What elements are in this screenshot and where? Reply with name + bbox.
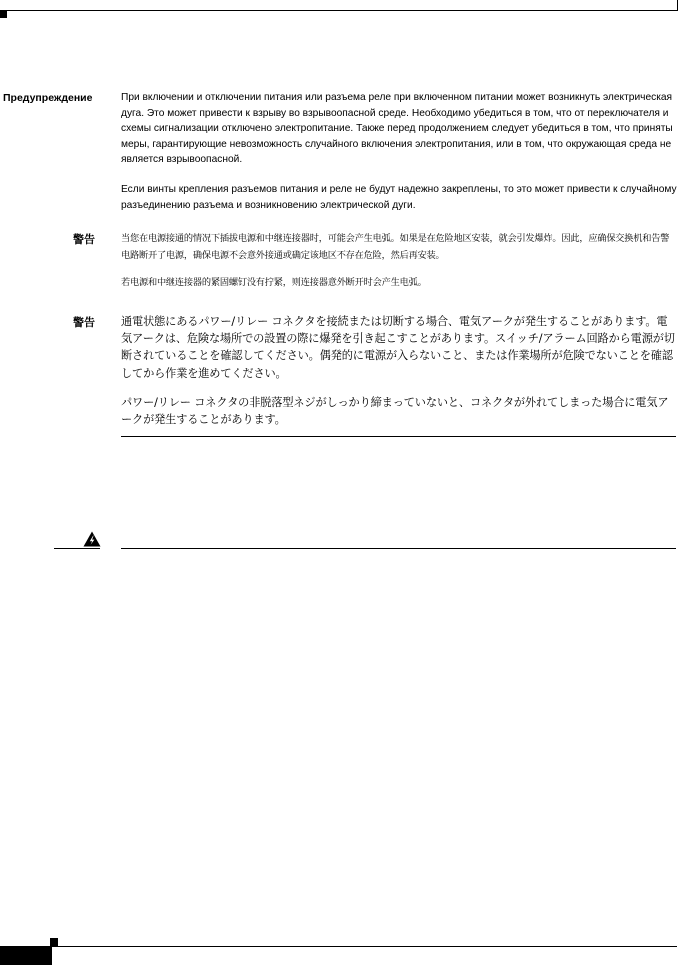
header-marker [0, 11, 7, 18]
warning-body-russian [121, 90, 677, 213]
footer-rule [0, 946, 677, 947]
warning-label-russian: Предупреждение [3, 92, 93, 104]
warning-triangle-icon [83, 531, 101, 547]
warning-label-chinese: 警告 [73, 233, 95, 246]
footer-marker [50, 938, 58, 946]
warning-paragraph: パワー/リレー コネクタの非脱落型ネジがしっかり締まっていないと、コネクタが外れてしまった場合に電気アークが発生することがあります。 [121, 395, 669, 427]
warning-body-japanese [121, 313, 677, 428]
warning-paragraph: 当您在电源接通的情况下插拔电源和中继连接器时，可能会产生电弧。如果是在危险地区安装，就会引发爆炸。因此，应确保交换机和告警电路断开了电源，确保电源不会意外接通或确定该地区不存在危险，然后再安装。 [121, 233, 670, 261]
warning-paragraph: 若电源和中继连接器的紧固螺钉没有拧紧，则连接器意外断开时会产生电弧。 [121, 277, 427, 288]
warning-body-chinese [121, 231, 677, 292]
header-rule [0, 10, 677, 11]
warning-paragraph: 通電状態にあるパワー/リレー コネクタを接続または切断する場合、電気アークが発生することがあります。電気アークは、危険な場所での設置の際に爆発を引き起こすことがあります。スイッチ/アラーム回路から電源が切断されていることを確認してください。偶発的に電源が入らないこと、または作業場所が危険でないことを確認してから作業を進めてください。 [121, 315, 675, 380]
warning-paragraph: При включении и отключении питания или разъема реле при включенном питании может возникнуть электрическая дуга. Это может привести к взрыву во взрывоопасной среде. Необходимо убедиться в том, что от переключателя и схемы сигнализации отключено электропитание. Также перед продолжением следует убедиться в том, что приняты меры, гарантирующие невозможность случайного включения электропитания, или в том, что окружающая среда не является взрывоопасной. [121, 92, 673, 166]
warning-label-japanese: 警告 [73, 316, 95, 329]
warning-rule-right [121, 548, 676, 549]
header-rule-end [677, 0, 678, 11]
warning-paragraph: Если винты крепления разъемов питания и реле не будут надежно закреплены, то это может привести к случайному разъединению разъема и возникновению электрической дуги. [121, 183, 677, 211]
warning-rule-left [54, 548, 100, 549]
footer-page-tab [0, 947, 51, 965]
footer-rule-end [51, 947, 52, 965]
section-divider [121, 436, 676, 437]
